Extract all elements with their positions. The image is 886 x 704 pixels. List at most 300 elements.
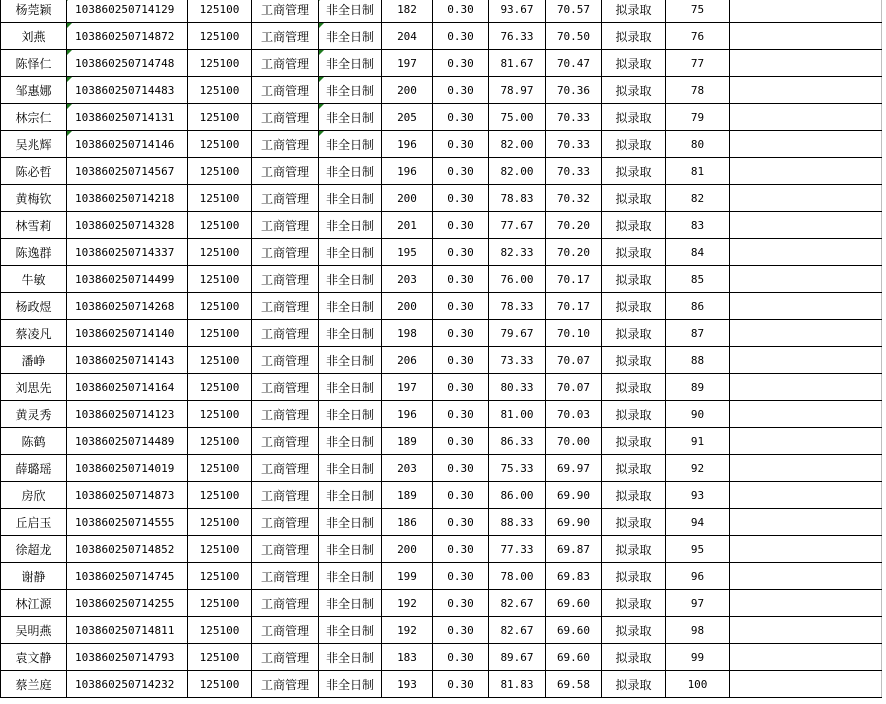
cell-exam-id[interactable]: 103860250714555 [67, 509, 188, 536]
cell-name[interactable]: 房欣 [1, 482, 67, 509]
cell-major-code[interactable]: 125100 [188, 0, 252, 23]
cell-empty[interactable] [730, 482, 882, 509]
cell-total-score[interactable]: 70.03 [546, 401, 602, 428]
cell-exam-id[interactable]: 103860250714499 [67, 266, 188, 293]
cell-empty[interactable] [730, 23, 882, 50]
cell-study-type[interactable]: 非全日制 [319, 536, 382, 563]
cell-weight[interactable]: 0.30 [433, 266, 489, 293]
cell-rank[interactable]: 75 [666, 0, 730, 23]
cell-exam-score[interactable]: 189 [382, 428, 433, 455]
cell-empty[interactable] [730, 590, 882, 617]
cell-major-code[interactable]: 125100 [188, 428, 252, 455]
cell-major[interactable]: 工商管理 [252, 455, 319, 482]
cell-study-type[interactable]: 非全日制 [319, 50, 382, 77]
cell-status[interactable]: 拟录取 [602, 563, 666, 590]
cell-rank[interactable]: 82 [666, 185, 730, 212]
cell-rank[interactable]: 85 [666, 266, 730, 293]
cell-status[interactable]: 拟录取 [602, 158, 666, 185]
cell-total-score[interactable]: 69.90 [546, 509, 602, 536]
cell-study-type[interactable]: 非全日制 [319, 455, 382, 482]
cell-exam-score[interactable]: 203 [382, 455, 433, 482]
cell-weight[interactable]: 0.30 [433, 104, 489, 131]
cell-weight[interactable]: 0.30 [433, 347, 489, 374]
cell-total-score[interactable]: 70.07 [546, 374, 602, 401]
cell-major[interactable]: 工商管理 [252, 509, 319, 536]
cell-major-code[interactable]: 125100 [188, 320, 252, 347]
cell-weight[interactable]: 0.30 [433, 185, 489, 212]
cell-status[interactable]: 拟录取 [602, 77, 666, 104]
cell-name[interactable]: 吴明燕 [1, 617, 67, 644]
cell-rank[interactable]: 79 [666, 104, 730, 131]
cell-weight[interactable]: 0.30 [433, 239, 489, 266]
cell-total-score[interactable]: 69.60 [546, 590, 602, 617]
cell-interview-score[interactable]: 76.33 [489, 23, 546, 50]
cell-exam-score[interactable]: 195 [382, 239, 433, 266]
cell-name[interactable]: 吴兆辉 [1, 131, 67, 158]
cell-name[interactable]: 黄灵秀 [1, 401, 67, 428]
cell-study-type[interactable]: 非全日制 [319, 77, 382, 104]
cell-major[interactable]: 工商管理 [252, 158, 319, 185]
cell-name[interactable]: 丘启玉 [1, 509, 67, 536]
cell-rank[interactable]: 83 [666, 212, 730, 239]
cell-exam-id[interactable]: 103860250714123 [67, 401, 188, 428]
cell-study-type[interactable]: 非全日制 [319, 401, 382, 428]
cell-total-score[interactable]: 70.33 [546, 104, 602, 131]
cell-interview-score[interactable]: 78.83 [489, 185, 546, 212]
cell-total-score[interactable]: 70.17 [546, 293, 602, 320]
cell-status[interactable]: 拟录取 [602, 131, 666, 158]
cell-study-type[interactable]: 非全日制 [319, 131, 382, 158]
cell-interview-score[interactable]: 86.33 [489, 428, 546, 455]
cell-exam-score[interactable]: 199 [382, 563, 433, 590]
cell-interview-score[interactable]: 75.33 [489, 455, 546, 482]
cell-status[interactable]: 拟录取 [602, 0, 666, 23]
cell-study-type[interactable]: 非全日制 [319, 563, 382, 590]
cell-total-score[interactable]: 69.87 [546, 536, 602, 563]
cell-exam-score[interactable]: 196 [382, 131, 433, 158]
cell-interview-score[interactable]: 81.67 [489, 50, 546, 77]
cell-interview-score[interactable]: 82.67 [489, 617, 546, 644]
cell-study-type[interactable]: 非全日制 [319, 23, 382, 50]
cell-exam-score[interactable]: 200 [382, 293, 433, 320]
cell-exam-id[interactable]: 103860250714873 [67, 482, 188, 509]
cell-status[interactable]: 拟录取 [602, 617, 666, 644]
cell-name[interactable]: 邹惠娜 [1, 77, 67, 104]
cell-rank[interactable]: 98 [666, 617, 730, 644]
cell-total-score[interactable]: 69.97 [546, 455, 602, 482]
cell-weight[interactable]: 0.30 [433, 158, 489, 185]
cell-study-type[interactable]: 非全日制 [319, 293, 382, 320]
cell-status[interactable]: 拟录取 [602, 482, 666, 509]
cell-exam-id[interactable]: 103860250714129 [67, 0, 188, 23]
cell-weight[interactable]: 0.30 [433, 563, 489, 590]
cell-total-score[interactable]: 70.33 [546, 131, 602, 158]
cell-name[interactable]: 蔡兰庭 [1, 671, 67, 698]
cell-name[interactable]: 袁文静 [1, 644, 67, 671]
cell-exam-id[interactable]: 103860250714852 [67, 536, 188, 563]
cell-major-code[interactable]: 125100 [188, 266, 252, 293]
cell-major-code[interactable]: 125100 [188, 536, 252, 563]
cell-exam-score[interactable]: 193 [382, 671, 433, 698]
cell-total-score[interactable]: 69.58 [546, 671, 602, 698]
cell-total-score[interactable]: 70.10 [546, 320, 602, 347]
cell-interview-score[interactable]: 75.00 [489, 104, 546, 131]
cell-weight[interactable]: 0.30 [433, 212, 489, 239]
cell-status[interactable]: 拟录取 [602, 266, 666, 293]
cell-total-score[interactable]: 70.17 [546, 266, 602, 293]
cell-study-type[interactable]: 非全日制 [319, 644, 382, 671]
cell-weight[interactable]: 0.30 [433, 509, 489, 536]
cell-major-code[interactable]: 125100 [188, 455, 252, 482]
cell-status[interactable]: 拟录取 [602, 320, 666, 347]
cell-major-code[interactable]: 125100 [188, 212, 252, 239]
cell-weight[interactable]: 0.30 [433, 77, 489, 104]
cell-exam-id[interactable]: 103860250714218 [67, 185, 188, 212]
cell-major[interactable]: 工商管理 [252, 428, 319, 455]
cell-empty[interactable] [730, 0, 882, 23]
cell-study-type[interactable]: 非全日制 [319, 104, 382, 131]
cell-name[interactable]: 刘燕 [1, 23, 67, 50]
cell-empty[interactable] [730, 536, 882, 563]
cell-exam-score[interactable]: 201 [382, 212, 433, 239]
cell-total-score[interactable]: 70.57 [546, 0, 602, 23]
cell-interview-score[interactable]: 78.33 [489, 293, 546, 320]
cell-exam-score[interactable]: 189 [382, 482, 433, 509]
cell-study-type[interactable]: 非全日制 [319, 509, 382, 536]
cell-empty[interactable] [730, 158, 882, 185]
cell-status[interactable]: 拟录取 [602, 428, 666, 455]
cell-rank[interactable]: 91 [666, 428, 730, 455]
cell-weight[interactable]: 0.30 [433, 293, 489, 320]
cell-exam-score[interactable]: 182 [382, 0, 433, 23]
cell-major[interactable]: 工商管理 [252, 131, 319, 158]
cell-empty[interactable] [730, 563, 882, 590]
cell-study-type[interactable]: 非全日制 [319, 482, 382, 509]
cell-major-code[interactable]: 125100 [188, 293, 252, 320]
cell-status[interactable]: 拟录取 [602, 509, 666, 536]
cell-empty[interactable] [730, 212, 882, 239]
cell-empty[interactable] [730, 104, 882, 131]
cell-rank[interactable]: 89 [666, 374, 730, 401]
cell-major-code[interactable]: 125100 [188, 77, 252, 104]
cell-major[interactable]: 工商管理 [252, 239, 319, 266]
cell-rank[interactable]: 80 [666, 131, 730, 158]
cell-empty[interactable] [730, 644, 882, 671]
cell-interview-score[interactable]: 80.33 [489, 374, 546, 401]
cell-study-type[interactable]: 非全日制 [319, 185, 382, 212]
cell-study-type[interactable]: 非全日制 [319, 428, 382, 455]
cell-exam-id[interactable]: 103860250714140 [67, 320, 188, 347]
cell-status[interactable]: 拟录取 [602, 401, 666, 428]
cell-name[interactable]: 薛璐瑶 [1, 455, 67, 482]
cell-exam-score[interactable]: 192 [382, 617, 433, 644]
cell-major-code[interactable]: 125100 [188, 50, 252, 77]
cell-interview-score[interactable]: 82.67 [489, 590, 546, 617]
cell-interview-score[interactable]: 81.83 [489, 671, 546, 698]
cell-exam-id[interactable]: 103860250714483 [67, 77, 188, 104]
cell-major-code[interactable]: 125100 [188, 158, 252, 185]
cell-rank[interactable]: 95 [666, 536, 730, 563]
cell-major[interactable]: 工商管理 [252, 212, 319, 239]
cell-exam-score[interactable]: 204 [382, 23, 433, 50]
cell-exam-score[interactable]: 192 [382, 590, 433, 617]
cell-major[interactable]: 工商管理 [252, 23, 319, 50]
cell-exam-score[interactable]: 186 [382, 509, 433, 536]
cell-major[interactable]: 工商管理 [252, 374, 319, 401]
cell-study-type[interactable]: 非全日制 [319, 320, 382, 347]
cell-exam-score[interactable]: 200 [382, 185, 433, 212]
cell-major-code[interactable]: 125100 [188, 617, 252, 644]
cell-interview-score[interactable]: 73.33 [489, 347, 546, 374]
cell-exam-score[interactable]: 200 [382, 536, 433, 563]
cell-exam-id[interactable]: 103860250714337 [67, 239, 188, 266]
cell-exam-id[interactable]: 103860250714567 [67, 158, 188, 185]
cell-exam-score[interactable]: 205 [382, 104, 433, 131]
cell-empty[interactable] [730, 617, 882, 644]
cell-exam-score[interactable]: 200 [382, 77, 433, 104]
cell-status[interactable]: 拟录取 [602, 536, 666, 563]
cell-major[interactable]: 工商管理 [252, 0, 319, 23]
cell-exam-id[interactable]: 103860250714745 [67, 563, 188, 590]
cell-weight[interactable]: 0.30 [433, 455, 489, 482]
cell-interview-score[interactable]: 81.00 [489, 401, 546, 428]
cell-total-score[interactable]: 70.20 [546, 239, 602, 266]
cell-rank[interactable]: 78 [666, 77, 730, 104]
cell-status[interactable]: 拟录取 [602, 455, 666, 482]
cell-name[interactable]: 牛敏 [1, 266, 67, 293]
cell-major[interactable]: 工商管理 [252, 77, 319, 104]
cell-study-type[interactable]: 非全日制 [319, 239, 382, 266]
cell-empty[interactable] [730, 320, 882, 347]
cell-exam-score[interactable]: 198 [382, 320, 433, 347]
cell-empty[interactable] [730, 401, 882, 428]
cell-status[interactable]: 拟录取 [602, 185, 666, 212]
cell-major-code[interactable]: 125100 [188, 644, 252, 671]
cell-weight[interactable]: 0.30 [433, 23, 489, 50]
cell-major[interactable]: 工商管理 [252, 644, 319, 671]
cell-name[interactable]: 徐超龙 [1, 536, 67, 563]
cell-major-code[interactable]: 125100 [188, 482, 252, 509]
cell-empty[interactable] [730, 239, 882, 266]
cell-status[interactable]: 拟录取 [602, 293, 666, 320]
cell-total-score[interactable]: 70.20 [546, 212, 602, 239]
cell-rank[interactable]: 94 [666, 509, 730, 536]
cell-weight[interactable]: 0.30 [433, 0, 489, 23]
cell-total-score[interactable]: 70.33 [546, 158, 602, 185]
cell-exam-score[interactable]: 206 [382, 347, 433, 374]
cell-exam-score[interactable]: 197 [382, 374, 433, 401]
cell-study-type[interactable]: 非全日制 [319, 590, 382, 617]
cell-major[interactable]: 工商管理 [252, 401, 319, 428]
cell-weight[interactable]: 0.30 [433, 482, 489, 509]
cell-weight[interactable]: 0.30 [433, 50, 489, 77]
cell-major[interactable]: 工商管理 [252, 590, 319, 617]
cell-status[interactable]: 拟录取 [602, 374, 666, 401]
cell-status[interactable]: 拟录取 [602, 104, 666, 131]
cell-study-type[interactable]: 非全日制 [319, 266, 382, 293]
cell-interview-score[interactable]: 82.33 [489, 239, 546, 266]
cell-total-score[interactable]: 69.60 [546, 644, 602, 671]
cell-interview-score[interactable]: 93.67 [489, 0, 546, 23]
cell-empty[interactable] [730, 671, 882, 698]
cell-interview-score[interactable]: 77.33 [489, 536, 546, 563]
cell-name[interactable]: 蔡凌凡 [1, 320, 67, 347]
cell-name[interactable]: 杨莞颖 [1, 0, 67, 23]
cell-status[interactable]: 拟录取 [602, 590, 666, 617]
cell-interview-score[interactable]: 79.67 [489, 320, 546, 347]
cell-major-code[interactable]: 125100 [188, 590, 252, 617]
cell-empty[interactable] [730, 131, 882, 158]
cell-major-code[interactable]: 125100 [188, 23, 252, 50]
cell-exam-id[interactable]: 103860250714019 [67, 455, 188, 482]
cell-study-type[interactable]: 非全日制 [319, 212, 382, 239]
cell-rank[interactable]: 87 [666, 320, 730, 347]
cell-interview-score[interactable]: 77.67 [489, 212, 546, 239]
cell-exam-id[interactable]: 103860250714164 [67, 374, 188, 401]
cell-rank[interactable]: 96 [666, 563, 730, 590]
cell-major-code[interactable]: 125100 [188, 347, 252, 374]
cell-empty[interactable] [730, 455, 882, 482]
cell-empty[interactable] [730, 77, 882, 104]
cell-major[interactable]: 工商管理 [252, 347, 319, 374]
cell-study-type[interactable]: 非全日制 [319, 374, 382, 401]
cell-status[interactable]: 拟录取 [602, 239, 666, 266]
cell-weight[interactable]: 0.30 [433, 401, 489, 428]
cell-name[interactable]: 陈必哲 [1, 158, 67, 185]
cell-exam-id[interactable]: 103860250714268 [67, 293, 188, 320]
cell-interview-score[interactable]: 76.00 [489, 266, 546, 293]
cell-major-code[interactable]: 125100 [188, 563, 252, 590]
cell-empty[interactable] [730, 428, 882, 455]
cell-empty[interactable] [730, 347, 882, 374]
cell-interview-score[interactable]: 78.97 [489, 77, 546, 104]
cell-name[interactable]: 潘峥 [1, 347, 67, 374]
cell-study-type[interactable]: 非全日制 [319, 0, 382, 23]
cell-study-type[interactable]: 非全日制 [319, 158, 382, 185]
cell-major-code[interactable]: 125100 [188, 509, 252, 536]
cell-empty[interactable] [730, 50, 882, 77]
cell-exam-id[interactable]: 103860250714232 [67, 671, 188, 698]
cell-total-score[interactable]: 70.36 [546, 77, 602, 104]
cell-major-code[interactable]: 125100 [188, 401, 252, 428]
cell-major-code[interactable]: 125100 [188, 131, 252, 158]
cell-exam-id[interactable]: 103860250714811 [67, 617, 188, 644]
cell-rank[interactable]: 99 [666, 644, 730, 671]
cell-name[interactable]: 黄梅钦 [1, 185, 67, 212]
cell-weight[interactable]: 0.30 [433, 374, 489, 401]
cell-interview-score[interactable]: 88.33 [489, 509, 546, 536]
cell-rank[interactable]: 92 [666, 455, 730, 482]
cell-empty[interactable] [730, 374, 882, 401]
cell-exam-id[interactable]: 103860250714255 [67, 590, 188, 617]
cell-name[interactable]: 杨政煜 [1, 293, 67, 320]
cell-empty[interactable] [730, 266, 882, 293]
cell-study-type[interactable]: 非全日制 [319, 671, 382, 698]
cell-exam-id[interactable]: 103860250714793 [67, 644, 188, 671]
cell-empty[interactable] [730, 185, 882, 212]
cell-major[interactable]: 工商管理 [252, 104, 319, 131]
cell-weight[interactable]: 0.30 [433, 536, 489, 563]
cell-rank[interactable]: 88 [666, 347, 730, 374]
cell-major[interactable]: 工商管理 [252, 185, 319, 212]
cell-total-score[interactable]: 70.32 [546, 185, 602, 212]
cell-interview-score[interactable]: 82.00 [489, 158, 546, 185]
cell-total-score[interactable]: 69.90 [546, 482, 602, 509]
cell-name[interactable]: 陈鹤 [1, 428, 67, 455]
cell-exam-id[interactable]: 103860250714328 [67, 212, 188, 239]
cell-rank[interactable]: 81 [666, 158, 730, 185]
cell-rank[interactable]: 97 [666, 590, 730, 617]
cell-total-score[interactable]: 70.50 [546, 23, 602, 50]
cell-status[interactable]: 拟录取 [602, 212, 666, 239]
cell-major[interactable]: 工商管理 [252, 50, 319, 77]
cell-status[interactable]: 拟录取 [602, 644, 666, 671]
cell-name[interactable]: 陈怿仁 [1, 50, 67, 77]
cell-rank[interactable]: 84 [666, 239, 730, 266]
cell-name[interactable]: 林宗仁 [1, 104, 67, 131]
cell-total-score[interactable]: 69.60 [546, 617, 602, 644]
cell-interview-score[interactable]: 78.00 [489, 563, 546, 590]
cell-exam-score[interactable]: 197 [382, 50, 433, 77]
cell-rank[interactable]: 77 [666, 50, 730, 77]
cell-weight[interactable]: 0.30 [433, 590, 489, 617]
cell-exam-id[interactable]: 103860250714146 [67, 131, 188, 158]
cell-rank[interactable]: 86 [666, 293, 730, 320]
cell-total-score[interactable]: 69.83 [546, 563, 602, 590]
cell-exam-id[interactable]: 103860250714489 [67, 428, 188, 455]
cell-status[interactable]: 拟录取 [602, 347, 666, 374]
cell-rank[interactable]: 76 [666, 23, 730, 50]
cell-weight[interactable]: 0.30 [433, 644, 489, 671]
cell-status[interactable]: 拟录取 [602, 50, 666, 77]
cell-exam-score[interactable]: 196 [382, 158, 433, 185]
cell-major-code[interactable]: 125100 [188, 671, 252, 698]
cell-major-code[interactable]: 125100 [188, 185, 252, 212]
cell-major-code[interactable]: 125100 [188, 374, 252, 401]
cell-interview-score[interactable]: 86.00 [489, 482, 546, 509]
cell-total-score[interactable]: 70.00 [546, 428, 602, 455]
cell-major[interactable]: 工商管理 [252, 482, 319, 509]
cell-major[interactable]: 工商管理 [252, 536, 319, 563]
cell-study-type[interactable]: 非全日制 [319, 617, 382, 644]
cell-rank[interactable]: 100 [666, 671, 730, 698]
cell-major-code[interactable]: 125100 [188, 104, 252, 131]
cell-rank[interactable]: 93 [666, 482, 730, 509]
cell-weight[interactable]: 0.30 [433, 671, 489, 698]
cell-exam-id[interactable]: 103860250714748 [67, 50, 188, 77]
cell-status[interactable]: 拟录取 [602, 671, 666, 698]
cell-weight[interactable]: 0.30 [433, 617, 489, 644]
cell-major-code[interactable]: 125100 [188, 239, 252, 266]
cell-exam-score[interactable]: 203 [382, 266, 433, 293]
cell-status[interactable]: 拟录取 [602, 23, 666, 50]
cell-empty[interactable] [730, 293, 882, 320]
cell-name[interactable]: 陈逸群 [1, 239, 67, 266]
cell-major[interactable]: 工商管理 [252, 617, 319, 644]
cell-major[interactable]: 工商管理 [252, 293, 319, 320]
cell-interview-score[interactable]: 89.67 [489, 644, 546, 671]
cell-name[interactable]: 刘思先 [1, 374, 67, 401]
cell-major[interactable]: 工商管理 [252, 266, 319, 293]
cell-rank[interactable]: 90 [666, 401, 730, 428]
cell-total-score[interactable]: 70.07 [546, 347, 602, 374]
cell-major[interactable]: 工商管理 [252, 563, 319, 590]
cell-interview-score[interactable]: 82.00 [489, 131, 546, 158]
cell-exam-score[interactable]: 196 [382, 401, 433, 428]
cell-exam-id[interactable]: 103860250714143 [67, 347, 188, 374]
cell-major[interactable]: 工商管理 [252, 320, 319, 347]
cell-exam-id[interactable]: 103860250714872 [67, 23, 188, 50]
